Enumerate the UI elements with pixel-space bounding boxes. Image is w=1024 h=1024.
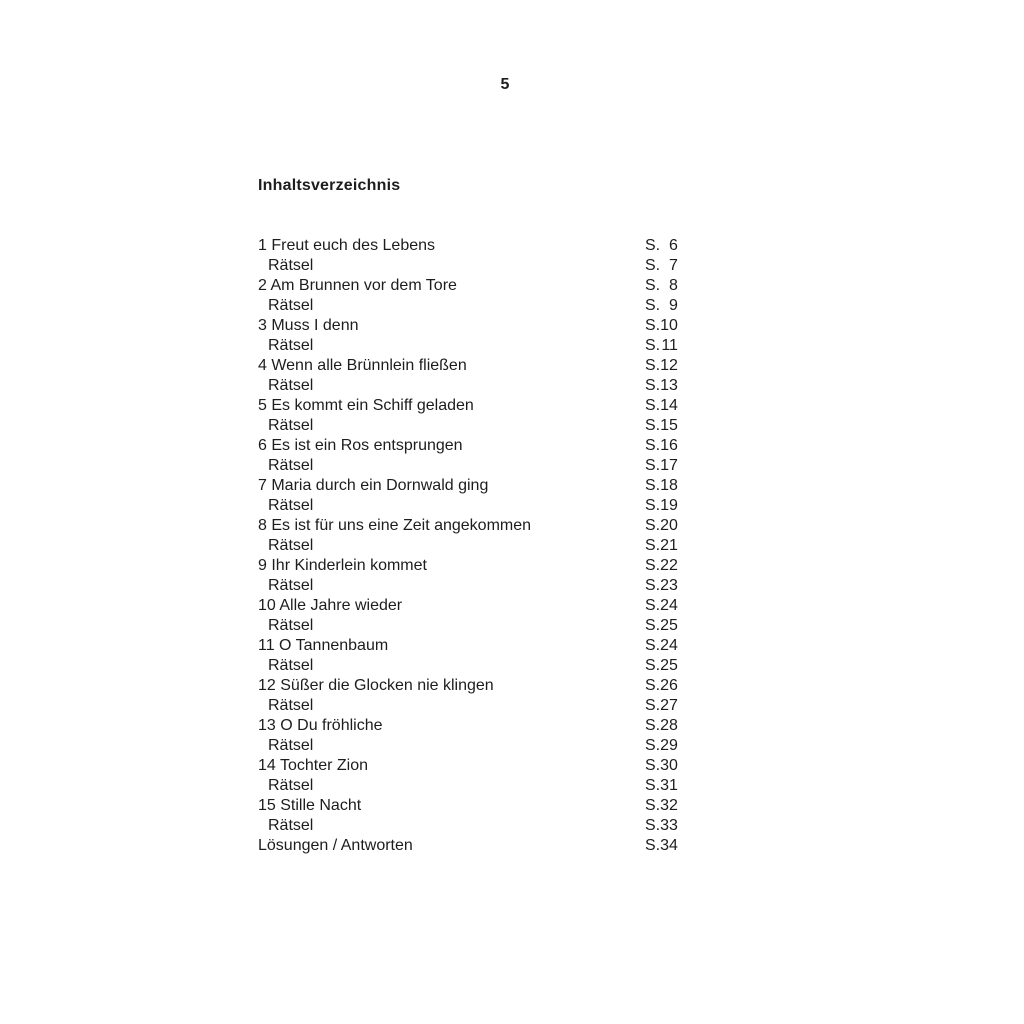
page-abbrev: S.: [645, 757, 661, 774]
toc-row: [258, 656, 688, 676]
toc-entry-page: [645, 316, 678, 336]
toc-row: [258, 496, 688, 516]
page-abbrev: S.: [645, 297, 661, 314]
page-abbrev: S.: [645, 317, 661, 334]
toc-row: [258, 756, 688, 776]
toc-entry-page: [645, 256, 678, 276]
toc-heading: Inhaltsverzeichnis: [258, 177, 401, 194]
page-num: 26: [660, 677, 678, 694]
page-abbrev: S.: [645, 557, 661, 574]
toc-entry-title: 15 Stille Nacht: [258, 797, 362, 814]
page-num: 22: [660, 557, 678, 574]
page-abbrev: S.: [645, 837, 661, 854]
toc-entry-title: 2 Am Brunnen vor dem Tore: [258, 277, 457, 294]
toc-entry-page: [645, 456, 678, 476]
page-number: 5: [500, 76, 510, 93]
toc-row: [258, 536, 688, 556]
toc-entry-page: [645, 636, 678, 656]
toc-entry-title: Rätsel: [268, 577, 314, 594]
page-abbrev: S.: [645, 537, 661, 554]
toc-entry-title: 3 Muss I denn: [258, 317, 359, 334]
toc-entry-title: Rätsel: [268, 257, 314, 274]
toc-entry-title: 12 Süßer die Glocken nie klingen: [258, 677, 494, 694]
page-abbrev: S.: [645, 397, 661, 414]
page-num: 11: [661, 337, 678, 354]
page-num: 20: [660, 517, 678, 534]
page-num: 6: [669, 237, 678, 254]
toc-entry-page: [645, 276, 678, 296]
toc-entry-title: 7 Maria durch ein Dornwald ging: [258, 477, 489, 494]
toc-entry-page: [645, 576, 678, 596]
toc-row: [258, 796, 688, 816]
toc-row: [258, 816, 688, 836]
toc-entry-page: [645, 436, 678, 456]
toc-entry-page: [645, 696, 678, 716]
toc-row: [258, 416, 688, 436]
toc-entry-title: Rätsel: [268, 737, 314, 754]
toc-entry-title: 8 Es ist für uns eine Zeit angekommen: [258, 517, 532, 534]
page-num: 18: [660, 477, 678, 494]
page-abbrev: S.: [645, 597, 661, 614]
page-abbrev: S.: [645, 497, 661, 514]
page-abbrev: S.: [645, 377, 661, 394]
toc-row: [258, 236, 688, 256]
toc-entry-page: [645, 516, 678, 536]
page-num: 9: [669, 297, 678, 314]
toc-list: [258, 236, 688, 856]
toc-row: [258, 276, 688, 296]
page-num: 24: [660, 597, 678, 614]
page-abbrev: S.: [645, 457, 661, 474]
toc-entry-title: 6 Es ist ein Ros entsprungen: [258, 437, 463, 454]
toc-row: [258, 436, 688, 456]
toc-entry-title: Rätsel: [268, 697, 314, 714]
page-num: 28: [660, 717, 678, 734]
page-num: 25: [660, 657, 678, 674]
page-num: 21: [660, 537, 678, 554]
toc-entry-title: Rätsel: [268, 817, 314, 834]
toc-entry-page: [645, 376, 678, 396]
toc-entry-title: 11 O Tannenbaum: [258, 637, 389, 654]
page-abbrev: S.: [645, 677, 661, 694]
page-abbrev: S.: [645, 477, 661, 494]
toc-entry-page: [645, 836, 678, 856]
page-num: 27: [660, 697, 678, 714]
toc-row: [258, 256, 688, 276]
page-num: 29: [660, 737, 678, 754]
page-abbrev: S.: [645, 637, 661, 654]
page-num: 7: [669, 257, 678, 274]
toc-row: [258, 316, 688, 336]
toc-entry-page: [645, 556, 678, 576]
page-abbrev: S.: [645, 517, 661, 534]
toc-entry-title: 14 Tochter Zion: [258, 757, 368, 774]
toc-entry-page: [645, 596, 678, 616]
toc-entry-title: 10 Alle Jahre wieder: [258, 597, 403, 614]
toc-row: [258, 836, 688, 856]
page-abbrev: S.: [645, 717, 661, 734]
page-num: 25: [660, 617, 678, 634]
toc-row: [258, 456, 688, 476]
page-num: 15: [660, 417, 678, 434]
page-abbrev: S.: [645, 577, 661, 594]
toc-row: [258, 676, 688, 696]
toc-entry-title: 13 O Du fröhliche: [258, 717, 383, 734]
toc-entry-page: [645, 476, 678, 496]
page-abbrev: S.: [645, 437, 661, 454]
page-abbrev: S.: [645, 657, 661, 674]
toc-entry-page: [645, 616, 678, 636]
toc-row: [258, 596, 688, 616]
toc-entry-page: [645, 736, 678, 756]
page-num: 34: [660, 837, 678, 854]
page-abbrev: S.: [645, 237, 661, 254]
page-abbrev: S.: [645, 417, 661, 434]
toc-row: [258, 356, 688, 376]
page-abbrev: S.: [645, 817, 661, 834]
toc-row: [258, 616, 688, 636]
toc-entry-page: [645, 796, 678, 816]
toc-entry-title: Rätsel: [268, 457, 314, 474]
toc-entry-title: Rätsel: [268, 377, 314, 394]
toc-entry-title: 1 Freut euch des Lebens: [258, 237, 436, 254]
toc-row: [258, 396, 688, 416]
toc-row: [258, 336, 688, 356]
toc-row: [258, 476, 688, 496]
page-num: 31: [660, 777, 678, 794]
toc-entry-page: [645, 716, 678, 736]
toc-entry-title: Rätsel: [268, 497, 314, 514]
toc-entry-page: [645, 816, 678, 836]
toc-entry-title: 4 Wenn alle Brünnlein fließen: [258, 357, 467, 374]
toc-row: [258, 376, 688, 396]
page-abbrev: S.: [645, 337, 661, 354]
page-num: 16: [660, 437, 678, 454]
toc-entry-title: Rätsel: [268, 297, 314, 314]
toc-entry-title: Rätsel: [268, 537, 314, 554]
page-abbrev: S.: [645, 357, 661, 374]
page-num: 19: [660, 497, 678, 514]
page-abbrev: S.: [645, 257, 661, 274]
page-abbrev: S.: [645, 617, 661, 634]
toc-row: [258, 696, 688, 716]
page-num: 33: [660, 817, 678, 834]
toc-row: [258, 776, 688, 796]
toc-row: [258, 576, 688, 596]
toc-entry-page: [645, 756, 678, 776]
page-abbrev: S.: [645, 697, 661, 714]
toc-row: [258, 556, 688, 576]
toc-entry-title: Rätsel: [268, 777, 314, 794]
toc-entry-page: [645, 296, 678, 316]
toc-entry-page: [645, 396, 678, 416]
page-num: 17: [660, 457, 678, 474]
page-num: 12: [660, 357, 678, 374]
page-num: 14: [660, 397, 678, 414]
toc-entry-title: Lösungen / Antworten: [258, 837, 413, 854]
page-num: 13: [660, 377, 678, 394]
toc-entry-title: 5 Es kommt ein Schiff geladen: [258, 397, 474, 414]
page-num: 23: [660, 577, 678, 594]
page-abbrev: S.: [645, 777, 661, 794]
page-num: 8: [669, 277, 678, 294]
toc-entry-title: Rätsel: [268, 617, 314, 634]
page-num: 30: [660, 757, 678, 774]
toc-entry-title: Rätsel: [268, 657, 314, 674]
toc-entry-page: [645, 416, 678, 436]
page-abbrev: S.: [645, 737, 661, 754]
toc-entry-title: Rätsel: [268, 417, 314, 434]
page-abbrev: S.: [645, 277, 661, 294]
page-num: 32: [660, 797, 678, 814]
toc-row: [258, 636, 688, 656]
toc-entry-title: Rätsel: [268, 337, 314, 354]
toc-row: [258, 296, 688, 316]
toc-entry-page: [645, 496, 678, 516]
page-abbrev: S.: [645, 797, 661, 814]
toc-entry-page: [645, 536, 678, 556]
toc-row: [258, 716, 688, 736]
toc-entry-page: [645, 776, 678, 796]
toc-entry-page: [645, 356, 678, 376]
toc-entry-page: [645, 656, 678, 676]
page-num: 24: [660, 637, 678, 654]
toc-row: [258, 516, 688, 536]
toc-row: [258, 736, 688, 756]
toc-entry-page: [645, 236, 678, 256]
page-num: 10: [660, 317, 678, 334]
toc-entry-page: [645, 336, 678, 356]
toc-entry-title: 9 Ihr Kinderlein kommet: [258, 557, 427, 574]
toc-entry-page: [645, 676, 678, 696]
